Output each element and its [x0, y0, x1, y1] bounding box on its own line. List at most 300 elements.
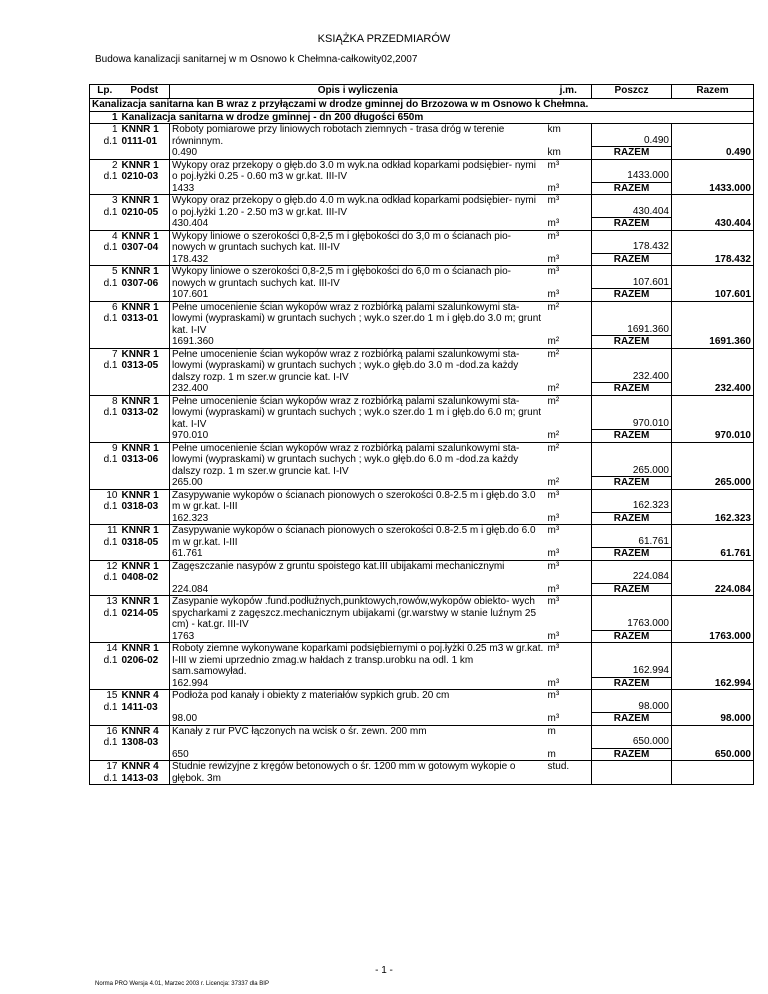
page-number: - 1 -: [375, 965, 393, 976]
item-unit-calc: m²: [547, 383, 560, 394]
item-unit-cell: [546, 301, 592, 348]
item-poszcz: 650.000: [632, 736, 669, 747]
item-poszcz: 232.400: [632, 370, 669, 382]
item-code-catalog: KNNR 4: [121, 725, 159, 737]
item-poszcz: 98.000: [638, 700, 669, 712]
item-description: Zasypywanie wykopów o ścianach pionowych o szerokości 0.8-2.5 m i głęb.do 3.0 m w gr.kat. I-III: [172, 489, 536, 512]
item-poszcz-cell: [592, 489, 672, 525]
item-code: [120, 525, 170, 561]
item-description-cell: [170, 725, 546, 761]
item-description: Zagęszczanie nasypów z gruntu spoistego kat.III ubijakami mechanicznymi: [172, 560, 505, 572]
item-poszcz-cell: [592, 266, 672, 302]
item-unit: m²: [547, 442, 560, 454]
table-row: [90, 395, 754, 442]
item-code-position: 0313-01: [121, 313, 159, 324]
item-unit-cell: [546, 348, 592, 395]
item-number: [90, 301, 120, 348]
item-poszcz-cell: [592, 159, 672, 195]
spacer: [548, 666, 590, 678]
item-code-catalog: KNNR 1: [121, 266, 159, 277]
item-description-cell: [170, 266, 546, 302]
item-unit-calc: m³: [547, 253, 560, 265]
item-code-position: 1308-03: [121, 737, 159, 748]
item-description: Pełne umocenienie ścian wykopów wraz z rozbiórką palami szalunkowymi sta- lowymi (wypraskami) w gruntach suchych ; wyk.o szer.do 1 m i głęb.do 6.0 m; grunt kat. I-IV: [172, 395, 542, 430]
table-row: [90, 266, 754, 302]
table-row: [90, 560, 754, 596]
item-poszcz: 178.432: [632, 241, 669, 252]
item-description: Zasypywanie wykopów o ścianach pionowych o szerokości 0.8-2.5 m i głęb.do 6.0 m w gr.kat. I-III: [172, 525, 536, 548]
item-calculation: 107.601: [172, 289, 209, 300]
item-code-catalog: KNNR 1: [121, 230, 159, 242]
document-title: KSIĄŻKA PRZEDMIARÓW: [317, 33, 451, 45]
item-description: Roboty pomiarowe przy liniowych robotach ziemnych - trasa dróg w terenie równinnym.: [172, 124, 505, 147]
item-razem: 162.323: [714, 512, 751, 524]
item-unit: m: [547, 725, 556, 737]
table-row: [90, 195, 754, 231]
item-unit-cell: [546, 690, 592, 726]
item-poszcz-cell: [592, 230, 672, 266]
item-description-cell: [170, 560, 546, 596]
item-code-position: 1411-03: [121, 701, 158, 713]
item-code-position: 0214-05: [121, 607, 159, 619]
item-razem: 1433.000: [709, 182, 751, 194]
item-code: [120, 301, 170, 348]
item-sub: d.1: [103, 171, 118, 182]
item-lp: 10: [106, 489, 118, 501]
item-code: [120, 124, 170, 160]
item-sub: d.1: [103, 277, 118, 289]
item-razem-cell: [672, 489, 754, 525]
item-sub: d.1: [103, 135, 118, 147]
item-code-catalog: KNNR 4: [121, 690, 159, 701]
item-description-cell: [170, 442, 546, 489]
spacer: [548, 407, 590, 419]
item-number: [90, 489, 120, 525]
col-poszcz: Poszcz: [592, 85, 672, 99]
item-unit-cell: [546, 395, 592, 442]
item-unit: m³: [547, 489, 560, 501]
item-number: [90, 230, 120, 266]
item-number: [90, 596, 120, 643]
item-poszcz: 107.601: [632, 276, 669, 288]
item-poszcz-cell: [592, 761, 672, 785]
razem-label: RAZEM: [592, 748, 671, 761]
section-title: Kanalizacja sanitarna kan B wraz z przyłączami w drodze gminnej do Brzozowa w m Osnowo k Chełmna.: [90, 99, 754, 112]
item-unit-calc: m³: [547, 713, 560, 724]
estimate-table: [89, 84, 754, 785]
item-code: [120, 725, 170, 761]
item-poszcz: 162.323: [632, 500, 669, 511]
item-description-cell: [170, 690, 546, 726]
item-razem-cell: [672, 159, 754, 195]
software-note: Norma PRO Wersja 4.01, Marzec 2003 r. Licencja: 37337 dla BIP: [95, 981, 269, 987]
spacer: [548, 537, 590, 549]
item-poszcz: 265.000: [632, 464, 669, 476]
item-code-catalog: KNNR 1: [121, 195, 159, 206]
razem-label: RAZEM: [592, 253, 671, 266]
item-razem-cell: [672, 690, 754, 726]
item-calculation: 162.994: [172, 677, 209, 689]
item-description-cell: [170, 395, 546, 442]
item-lp: 16: [106, 725, 118, 737]
item-description: Pełne umocenienie ścian wykopów wraz z rozbiórką palami szalunkowymi sta- lowymi (wypraskami) w gruntach suchych ; wyk.o szer.do 1 m i głęb.do 3.0 m; grunt kat. I-IV: [172, 301, 542, 336]
item-sub: d.1: [103, 654, 118, 666]
item-sub: d.1: [103, 536, 118, 548]
item-lp: 14: [106, 643, 118, 654]
item-description-cell: [170, 596, 546, 643]
item-lp: 5: [111, 266, 118, 277]
item-unit-cell: [546, 442, 592, 489]
item-description: Roboty ziemne wykonywane koparkami podsiębiernymi o poj.łyżki 0.25 m3 w gr.kat. I-III w ziemi uprzednio zmag.w hałdach z transp.urobku na odl. 1 km sam.samowyład.: [172, 643, 544, 677]
item-unit-calc: m³: [547, 182, 560, 194]
razem-label: RAZEM: [592, 182, 671, 195]
col-opis: Opis i wyliczenia: [170, 85, 546, 99]
item-code-catalog: KNNR 1: [121, 596, 159, 607]
item-unit-calc: m³: [547, 512, 560, 524]
col-jm: j.m.: [546, 85, 592, 99]
item-lp: 12: [106, 560, 118, 572]
item-unit: m³: [547, 560, 560, 572]
table-row: [90, 348, 754, 395]
razem-label: RAZEM: [592, 382, 671, 395]
item-poszcz-cell: [592, 395, 672, 442]
table-row: [90, 690, 754, 726]
spacer: [548, 242, 590, 254]
item-calculation: 224.084: [172, 583, 209, 595]
table-row: [90, 596, 754, 643]
item-number: [90, 725, 120, 761]
item-razem: 0.490: [725, 147, 751, 158]
item-code-position: 0313-02: [121, 407, 159, 418]
item-description-cell: [170, 301, 546, 348]
spacer: [172, 572, 544, 584]
item-razem: 650.000: [714, 748, 751, 760]
project-subtitle: Budowa kanalizacji sanitarnej w m Osnowo k Chełmna-całkowity02,2007: [95, 54, 418, 65]
item-description: Kanały z rur PVC łączonych na wcisk o śr. zewn. 200 mm: [172, 725, 427, 737]
item-unit-cell: [546, 560, 592, 596]
spacer: [548, 325, 590, 337]
item-lp: 6: [111, 301, 118, 313]
subsection-number: 1: [90, 111, 120, 124]
item-code-catalog: KNNR 1: [121, 560, 159, 572]
table-header-row: [90, 85, 754, 99]
item-code: [120, 395, 170, 442]
item-code-catalog: KNNR 1: [121, 395, 159, 407]
item-calculation: 61.761: [172, 548, 203, 559]
item-code-position: 0318-03: [121, 501, 159, 512]
item-razem-cell: [672, 301, 754, 348]
item-code-position: 0313-06: [121, 454, 159, 465]
table-row: [90, 725, 754, 761]
item-number: [90, 690, 120, 726]
spacer: [548, 419, 590, 431]
item-code-position: 0318-05: [121, 536, 159, 548]
item-razem: 224.084: [714, 583, 751, 595]
item-poszcz: 61.761: [638, 535, 669, 547]
item-razem: 430.404: [714, 218, 751, 229]
item-sub: d.1: [103, 772, 118, 784]
item-razem-cell: [672, 266, 754, 302]
table-row: [90, 525, 754, 561]
item-razem-cell: [672, 643, 754, 690]
item-description: Studnie rewizyjne z kręgów betonowych o śr. 1200 mm w gotowym wykopie o głębok. 3m: [172, 761, 516, 784]
spacer: [548, 655, 590, 667]
subsection-title: Kanalizacja sanitarna w drodze gminnej - dn 200 długości 650m: [120, 111, 754, 124]
item-sub: d.1: [103, 737, 118, 748]
item-description-cell: [170, 124, 546, 160]
item-unit: m²: [547, 301, 560, 313]
razem-label: RAZEM: [592, 217, 671, 230]
item-code: [120, 761, 170, 785]
item-code-position: 0307-06: [121, 277, 159, 289]
item-calculation: 162.323: [172, 512, 209, 524]
item-razem-cell: [672, 560, 754, 596]
item-code: [120, 230, 170, 266]
item-description-cell: [170, 230, 546, 266]
item-description: Wykopy oraz przekopy o głęb.do 4.0 m wyk.na odkład koparkami podsiębier- nymi o poj.łyżki 1.20 - 2.50 m3 w gr.kat. III-IV: [172, 195, 536, 218]
item-code-position: 0408-02: [121, 572, 159, 583]
item-unit-calc: m²: [547, 477, 560, 488]
item-poszcz-cell: [592, 195, 672, 231]
item-code-position: 0210-03: [121, 171, 159, 182]
item-sub: d.1: [103, 360, 118, 371]
item-description-cell: [170, 761, 546, 785]
item-calculation: 232.400: [172, 383, 209, 394]
item-poszcz-cell: [592, 690, 672, 726]
item-lp: 9: [111, 442, 118, 454]
item-calculation: 650: [172, 748, 189, 760]
item-code-catalog: KNNR 1: [121, 301, 159, 313]
item-code: [120, 489, 170, 525]
item-poszcz-cell: [592, 596, 672, 643]
item-unit: m³: [547, 230, 560, 242]
item-code: [120, 348, 170, 395]
item-calculation: 970.010: [172, 430, 209, 441]
item-razem-cell: [672, 525, 754, 561]
spacer: [548, 737, 590, 749]
table-row: [90, 301, 754, 348]
item-code-catalog: KNNR 4: [121, 761, 159, 772]
item-code-position: 0111-01: [121, 135, 158, 147]
item-calculation: 178.432: [172, 253, 209, 265]
table-row: [90, 761, 754, 785]
item-unit-cell: [546, 489, 592, 525]
item-unit-cell: [546, 266, 592, 302]
item-razem: 970.010: [714, 430, 751, 441]
item-code-position: 0210-05: [121, 206, 159, 218]
item-code: [120, 596, 170, 643]
item-unit-calc: m³: [547, 218, 560, 229]
razem-label: RAZEM: [592, 583, 671, 596]
item-code-position: 1413-03: [121, 772, 159, 784]
item-unit: m³: [547, 159, 560, 171]
table-row: [90, 230, 754, 266]
item-description: Wykopy liniowe o szerokości 0,8-2,5 m i głębokości do 6,0 m o ścianach pio- nowych w gruntach suchych kat. III-IV: [172, 266, 511, 289]
item-unit: m²: [547, 348, 560, 360]
spacer: [548, 702, 590, 714]
item-code-catalog: KNNR 1: [121, 525, 159, 536]
item-number: [90, 266, 120, 302]
item-razem-cell: [672, 395, 754, 442]
item-unit: m³: [547, 195, 560, 206]
item-poszcz-cell: [592, 725, 672, 761]
spacer: [548, 360, 590, 372]
item-description-cell: [170, 489, 546, 525]
razem-label: RAZEM: [592, 677, 671, 690]
item-razem: 1691.360: [709, 336, 751, 347]
item-number: [90, 442, 120, 489]
item-razem: 107.601: [714, 289, 751, 300]
item-poszcz: 224.084: [632, 571, 669, 582]
item-unit-calc: m³: [547, 548, 560, 559]
item-unit-calc: m³: [547, 677, 560, 689]
spacer: [548, 372, 590, 384]
item-number: [90, 643, 120, 690]
spacer: [172, 737, 544, 749]
item-sub: d.1: [103, 454, 118, 465]
item-unit-calc: m³: [547, 583, 560, 595]
spacer: [548, 278, 590, 290]
item-unit-cell: [546, 596, 592, 643]
item-unit-cell: [546, 525, 592, 561]
razem-label: RAZEM: [592, 712, 671, 725]
item-calculation: 0.490: [172, 147, 198, 158]
razem-label: RAZEM: [592, 429, 671, 442]
item-lp: 2: [111, 159, 118, 171]
item-number: [90, 348, 120, 395]
item-unit-cell: [546, 761, 592, 785]
item-sub: d.1: [103, 242, 118, 253]
item-number: [90, 395, 120, 442]
item-lp: 4: [111, 230, 118, 242]
col-razem: Razem: [672, 85, 754, 99]
table-row: [90, 643, 754, 690]
item-code: [120, 195, 170, 231]
item-unit-calc: km: [547, 147, 561, 158]
item-unit-cell: [546, 725, 592, 761]
item-unit-calc: m²: [547, 336, 560, 347]
razem-label: RAZEM: [592, 630, 671, 643]
item-poszcz-cell: [592, 525, 672, 561]
item-number: [90, 195, 120, 231]
item-poszcz-cell: [592, 348, 672, 395]
item-razem-cell: [672, 725, 754, 761]
item-code-position: 0206-02: [121, 654, 159, 666]
spacer: [548, 454, 590, 466]
item-sub: d.1: [103, 572, 118, 583]
spacer: [548, 313, 590, 325]
item-unit: km: [547, 124, 561, 135]
item-sub: d.1: [103, 313, 118, 324]
item-sub: d.1: [103, 607, 118, 619]
item-number: [90, 159, 120, 195]
item-unit-calc: m: [547, 748, 556, 760]
item-description: Pełne umocenienie ścian wykopów wraz z rozbiórką palami szalunkowymi sta- lowymi (wypraskami) w gruntach suchych ; wyk.o głęb.do 3.0 m -dod.za każdy dalszy rozp. 1 m szer.w gruncie kat. I-IV: [172, 348, 520, 383]
item-lp: 7: [111, 348, 118, 360]
item-sub: d.1: [103, 206, 118, 218]
item-razem-cell: [672, 195, 754, 231]
item-razem: 232.400: [714, 383, 751, 394]
item-sub: d.1: [103, 407, 118, 418]
item-description-cell: [170, 195, 546, 231]
item-number: [90, 124, 120, 160]
item-poszcz: 1691.360: [627, 323, 669, 335]
item-poszcz: 1433.000: [627, 170, 669, 181]
item-unit: m³: [547, 643, 560, 654]
razem-label: RAZEM: [592, 476, 671, 489]
item-lp: 15: [106, 690, 118, 701]
item-unit-cell: [546, 195, 592, 231]
item-code: [120, 690, 170, 726]
item-number: [90, 560, 120, 596]
item-unit-cell: [546, 643, 592, 690]
item-razem: 265.000: [714, 477, 751, 488]
item-poszcz: 430.404: [632, 205, 669, 217]
item-calculation: 1433: [172, 182, 195, 194]
item-razem: 162.994: [714, 677, 751, 689]
spacer: [548, 171, 590, 183]
item-calculation: 265.00: [172, 477, 203, 488]
item-razem-cell: [672, 230, 754, 266]
item-description-cell: [170, 525, 546, 561]
item-poszcz: 0.490: [643, 134, 669, 146]
item-unit-cell: [546, 124, 592, 160]
razem-label: RAZEM: [592, 288, 671, 301]
item-poszcz: 970.010: [632, 417, 669, 429]
item-description: Wykopy oraz przekopy o głęb.do 3.0 m wyk.na odkład koparkami podsiębier- nymi o poj.łyżki 0.25 - 0.60 m3 w gr.kat. III-IV: [172, 159, 536, 182]
item-lp: 11: [107, 525, 118, 536]
item-poszcz-cell: [592, 301, 672, 348]
item-code: [120, 643, 170, 690]
item-razem-cell: [672, 596, 754, 643]
section-title-row: [90, 99, 754, 112]
item-code: [120, 266, 170, 302]
item-code: [120, 560, 170, 596]
item-number: [90, 525, 120, 561]
item-unit: stud.: [547, 761, 570, 772]
item-poszcz-cell: [592, 643, 672, 690]
razem-label: RAZEM: [592, 547, 671, 560]
item-razem-cell: [672, 124, 754, 160]
razem-label: RAZEM: [592, 335, 671, 348]
spacer: [548, 466, 590, 478]
item-code-catalog: KNNR 1: [121, 643, 159, 654]
item-unit-calc: m³: [547, 630, 560, 642]
item-lp: 13: [106, 596, 118, 607]
item-unit-calc: m³: [547, 289, 560, 300]
item-description: Pełne umocenienie ścian wykopów wraz z rozbiórką palami szalunkowymi sta- lowymi (wypraskami) w gruntach suchych ; wyk.o głęb.do 6.0 m -dod.za każdy dalszy rozp. 1 m szer.w gruncie kat. I-IV: [172, 442, 520, 477]
razem-label: RAZEM: [592, 512, 671, 525]
item-code-catalog: KNNR 1: [121, 489, 159, 501]
item-lp: 8: [111, 395, 118, 407]
item-poszcz-cell: [592, 442, 672, 489]
item-code-catalog: KNNR 1: [121, 159, 159, 171]
spacer: [548, 136, 590, 148]
item-unit: m³: [547, 266, 560, 277]
item-unit-cell: [546, 230, 592, 266]
item-lp: 3: [111, 195, 118, 206]
item-unit-calc: m²: [547, 430, 560, 441]
item-sub: d.1: [103, 701, 118, 713]
item-code-catalog: KNNR 1: [121, 442, 159, 454]
item-code-position: 0307-04: [121, 242, 159, 253]
item-razem: 178.432: [714, 253, 751, 265]
item-code-catalog: KNNR 1: [121, 124, 159, 135]
table-row: [90, 489, 754, 525]
item-description-cell: [170, 159, 546, 195]
spacer: [548, 608, 590, 620]
item-unit: m³: [547, 596, 560, 607]
